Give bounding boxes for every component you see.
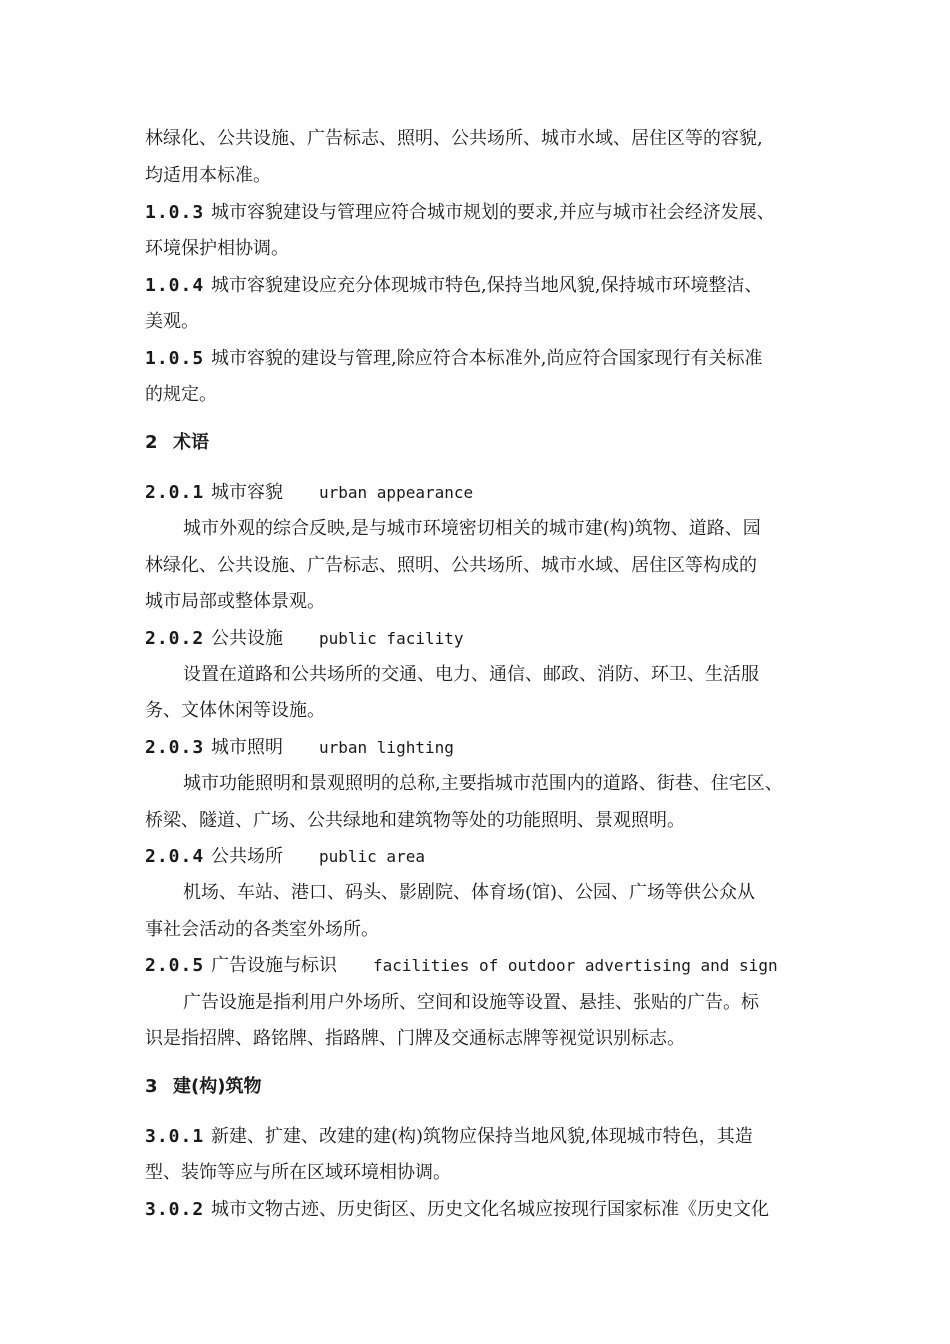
text-line: 识是指招牌、路铭牌、指路牌、门牌及交通标志牌等视觉识别标志。 xyxy=(145,1028,685,1049)
term-2-0-1 xyxy=(145,482,473,504)
text-line: 型、装饰等应与所在区域环境相协调。 xyxy=(145,1162,451,1183)
text-line: 桥梁、隧道、广场、公共绿地和建筑物等处的功能照明、景观照明。 xyxy=(145,810,685,831)
term-number: 2.0.3 xyxy=(145,737,205,758)
text-line: 城市功能照明和景观照明的总称,主要指城市范围内的道路、街巷、住宅区、 xyxy=(183,773,783,794)
text-line: 林绿化、公共设施、广告标志、照明、公共场所、城市水域、居住区等的容貌, xyxy=(145,128,763,149)
clause-number: 1.0.3 xyxy=(145,202,205,223)
term-en: urban appearance xyxy=(319,483,474,502)
section-heading-3 xyxy=(145,1076,261,1098)
term-zh: 公共设施 xyxy=(211,628,283,649)
clause-text: 城市容貌的建设与管理,除应符合本标准外,尚应符合国家现行有关标准 xyxy=(211,348,763,369)
clause-3-0-1 xyxy=(145,1126,753,1148)
term-2-0-5 xyxy=(145,955,778,977)
clause-number: 1.0.5 xyxy=(145,348,205,369)
term-number: 2.0.1 xyxy=(145,482,205,503)
term-en: facilities of outdoor advertising and sign xyxy=(373,956,778,975)
term-2-0-3 xyxy=(145,737,454,759)
clause-number: 3.0.2 xyxy=(145,1199,205,1220)
clause-text: 城市文物古迹、历史街区、历史文化名城应按现行国家标准《历史文化 xyxy=(211,1199,769,1220)
text-line: 环境保护相协调。 xyxy=(145,238,289,259)
term-en: urban lighting xyxy=(319,738,454,757)
section-heading-2 xyxy=(145,432,209,454)
text-line: 广告设施是指利用户外场所、空间和设施等设置、悬挂、张贴的广告。标 xyxy=(183,992,759,1013)
section-number: 3 xyxy=(145,1076,158,1097)
text-line: 美观。 xyxy=(145,311,199,332)
text-line: 设置在道路和公共场所的交通、电力、通信、邮政、消防、环卫、生活服 xyxy=(183,664,759,685)
section-title: 建(构)筑物 xyxy=(173,1076,262,1097)
text-line: 事社会活动的各类室外场所。 xyxy=(145,919,379,940)
term-2-0-4 xyxy=(145,846,425,868)
term-en: public area xyxy=(319,847,425,866)
term-en: public facility xyxy=(319,629,464,648)
term-2-0-2 xyxy=(145,628,464,650)
text-line: 城市外观的综合反映,是与城市环境密切相关的城市建(构)筑物、道路、园 xyxy=(183,518,761,539)
text-line: 机场、车站、港口、码头、影剧院、体育场(馆)、公园、广场等供公众从 xyxy=(183,882,756,903)
clause-1-0-5 xyxy=(145,348,762,370)
clause-text: 城市容貌建设与管理应符合城市规划的要求,并应与城市社会经济发展、 xyxy=(211,202,775,223)
term-zh: 城市照明 xyxy=(211,737,283,758)
clause-text: 新建、扩建、改建的建(构)筑物应保持当地风貌,体现城市特色，其造 xyxy=(211,1126,753,1147)
clause-1-0-4 xyxy=(145,275,762,297)
text-line: 的规定。 xyxy=(145,384,217,405)
term-number: 2.0.5 xyxy=(145,955,205,976)
text-line: 林绿化、公共设施、广告标志、照明、公共场所、城市水域、居住区等构成的 xyxy=(145,555,757,576)
text-line: 务、文体休闲等设施。 xyxy=(145,700,325,721)
text-line: 城市局部或整体景观。 xyxy=(145,591,325,612)
term-number: 2.0.4 xyxy=(145,846,205,867)
clause-number: 3.0.1 xyxy=(145,1126,205,1147)
clause-text: 城市容貌建设应充分体现城市特色,保持当地风貌,保持城市环境整洁、 xyxy=(211,275,763,296)
section-title: 术语 xyxy=(173,432,209,453)
term-zh: 广告设施与标识 xyxy=(211,955,337,976)
term-zh: 公共场所 xyxy=(211,846,283,867)
term-zh: 城市容貌 xyxy=(211,482,283,503)
term-number: 2.0.2 xyxy=(145,628,205,649)
clause-number: 1.0.4 xyxy=(145,275,205,296)
text-line: 均适用本标准。 xyxy=(145,165,271,186)
clause-1-0-3 xyxy=(145,202,775,224)
section-number: 2 xyxy=(145,432,158,453)
clause-3-0-2 xyxy=(145,1199,769,1221)
